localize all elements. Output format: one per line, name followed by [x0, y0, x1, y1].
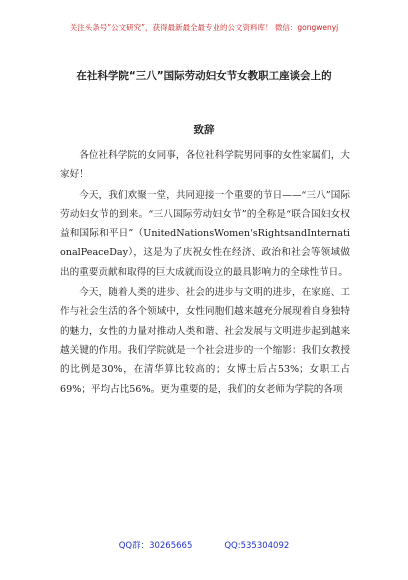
header-banner: 关注头条号“公文研究”，获得最新最全最专业的公文资料库！ 微信：gongwenyj [69, 23, 339, 32]
document-title: 在社科学院“三八”国际劳动妇女节女教职工座谈会上的 [76, 70, 332, 82]
paragraph-greeting: 各位社科学院的女同事，各位社科学院男同事的女性家属们，大家好！ [60, 150, 350, 181]
footer-qq: QQ:535304092 [224, 541, 290, 551]
footer-contacts [0, 539, 408, 551]
document-subtitle: 致辞 [193, 124, 215, 136]
paragraph-holiday-intro: 今天，我们欢聚一堂，共同迎接一个重要的节日——“三八”国际劳动妇女节的到来。“三八国际劳动妇女节”的全称是“联合国妇女权益和国际和平日”（UnitedNationsWomen'sRightsandInternationalPeaceDay），这是为了庆祝女性在经济、政治和社会等领域做出的重要贡献和取得的巨大成就而设立的最具影响力的全球性节日。 [60, 189, 350, 278]
footer-qq-group: QQ群：30265665 [118, 541, 193, 551]
document-body [60, 146, 350, 399]
paragraph-progress: 今天，随着人类的进步、社会的进步与文明的进步，在家庭、工作与社会生活的各个领域中，女性同胞们越来越充分展现着自身独特的魅力，女性的力量对推动人类和谐、社会发展与文明进步起到越来越关键的作用。我们学院就是一个社会进步的一个缩影：我们女教授的比例是30%，在清华算比较高的；女博士后占53%；女职工占69%；平均占比56%。更为重要的是，我们的女老师为学院的各项 [60, 287, 350, 395]
